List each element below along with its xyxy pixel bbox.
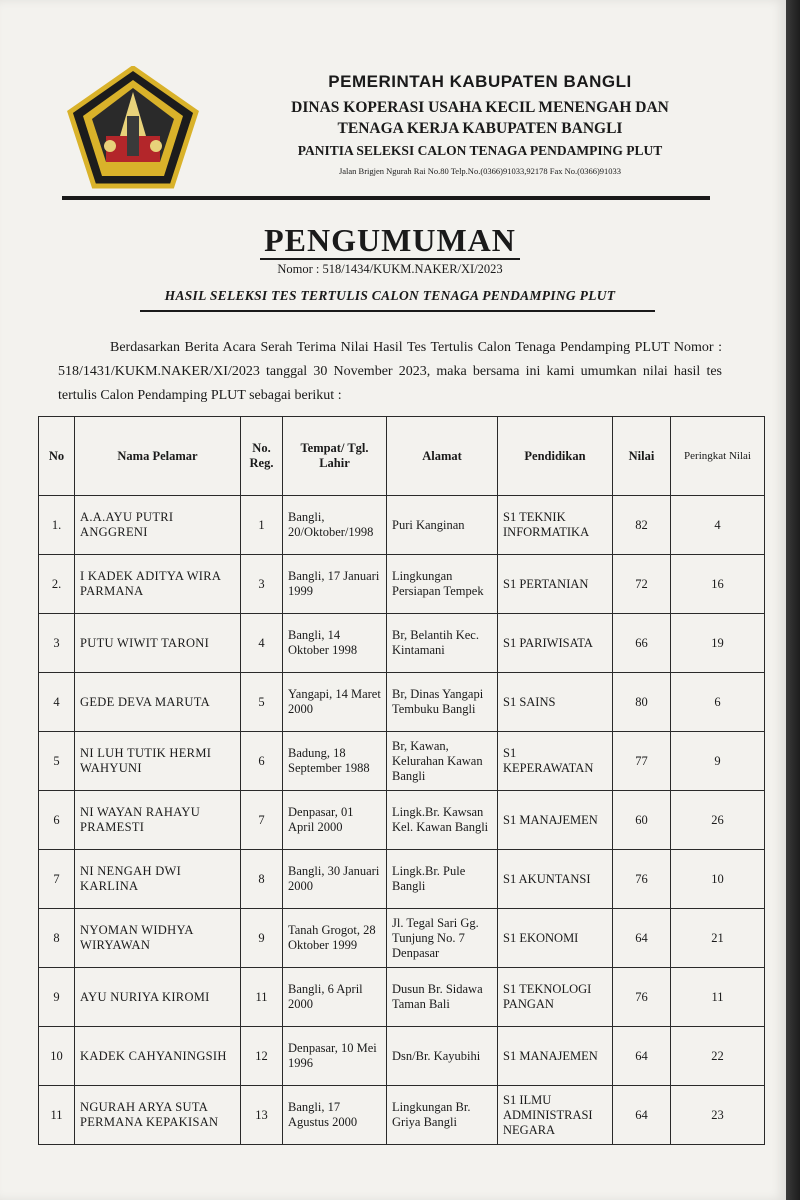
row-no: 1.: [39, 496, 75, 555]
row-ttl: Denpasar, 01 April 2000: [283, 791, 387, 850]
row-nama: GEDE DEVA MARUTA: [75, 673, 241, 732]
row-pendidikan: S1 AKUNTANSI: [498, 850, 613, 909]
table-row: [39, 1027, 765, 1086]
announcement-number: Nomor : 518/1434/KUKM.NAKER/XI/2023: [277, 262, 503, 276]
row-reg: 3: [241, 555, 283, 614]
row-reg: 13: [241, 1086, 283, 1145]
row-ttl: Badung, 18 September 1988: [283, 732, 387, 791]
row-no: 5: [39, 732, 75, 791]
row-alamat: Dusun Br. Sidawa Taman Bali: [387, 968, 498, 1027]
row-reg: 4: [241, 614, 283, 673]
row-nama: A.A.AYU PUTRI ANGGRENI: [75, 496, 241, 555]
row-nilai: 64: [613, 909, 671, 968]
row-pendidikan: S1 TEKNIK INFORMATIKA: [498, 496, 613, 555]
row-pendidikan: S1 SAINS: [498, 673, 613, 732]
subtitle-rule: [140, 310, 655, 312]
row-reg: 7: [241, 791, 283, 850]
table-row: [39, 850, 765, 909]
table-row: [39, 1086, 765, 1145]
row-peringkat: 9: [671, 732, 765, 791]
row-alamat: Lingk.Br. Pule Bangli: [387, 850, 498, 909]
table-row: [39, 791, 765, 850]
table-row: [39, 909, 765, 968]
row-nilai: 77: [613, 732, 671, 791]
row-alamat: Dsn/Br. Kayubihi: [387, 1027, 498, 1086]
header-reg: No. Reg.: [241, 417, 283, 496]
row-ttl: Tanah Grogot, 28 Oktober 1999: [283, 909, 387, 968]
row-reg: 11: [241, 968, 283, 1027]
row-nama: NI LUH TUTIK HERMI WAHYUNI: [75, 732, 241, 791]
row-nama: KADEK CAHYANINGSIH: [75, 1027, 241, 1086]
row-pendidikan: S1 MANAJEMEN: [498, 791, 613, 850]
row-reg: 1: [241, 496, 283, 555]
row-ttl: Bangli, 30 Januari 2000: [283, 850, 387, 909]
row-alamat: Lingk.Br. Kawsan Kel. Kawan Bangli: [387, 791, 498, 850]
row-peringkat: 22: [671, 1027, 765, 1086]
row-reg: 5: [241, 673, 283, 732]
row-pendidikan: S1 KEPERAWATAN: [498, 732, 613, 791]
announcement-title: PENGUMUMAN: [60, 222, 720, 259]
row-alamat: Puri Kanginan: [387, 496, 498, 555]
row-pendidikan: S1 ILMU ADMINISTRASI NEGARA: [498, 1086, 613, 1145]
row-nilai: 64: [613, 1086, 671, 1145]
row-nilai: 82: [613, 496, 671, 555]
row-peringkat: 26: [671, 791, 765, 850]
letterhead-agency-cont: TENAGA KERJA KABUPATEN BANGLI: [337, 120, 623, 137]
row-alamat: Br, Dinas Yangapi Tembuku Bangli: [387, 673, 498, 732]
letterhead-agency: DINAS KOPERASI USAHA KECIL MENENGAH DAN: [291, 99, 669, 116]
row-no: 9: [39, 968, 75, 1027]
row-reg: 9: [241, 909, 283, 968]
row-ttl: Bangli, 14 Oktober 1998: [283, 614, 387, 673]
letterhead-rule: [62, 196, 710, 200]
letterhead-address: Jalan Brigjen Ngurah Rai No.80 Telp.No.(0366)91033,92178 Fax No.(0366)91033: [338, 166, 622, 176]
bangli-regency-emblem-icon: [66, 66, 200, 190]
row-peringkat: 4: [671, 496, 765, 555]
letterhead-government: PEMERINTAH KABUPATEN BANGLI: [328, 72, 632, 91]
row-reg: 6: [241, 732, 283, 791]
row-alamat: Br, Kawan, Kelurahan Kawan Bangli: [387, 732, 498, 791]
table-row: [39, 968, 765, 1027]
header-no: No: [39, 417, 75, 496]
table-row: [39, 732, 765, 791]
intro-paragraph: Berdasarkan Berita Acara Serah Terima Nilai Hasil Tes Tertulis Calon Tenaga Pendamping PLUT Nomor : 518/1431/KUKM.NAKER/XI/2023 tanggal 30 November 2023, maka bersama ini kami umumkan nilai hasil tes tertulis Calon Pendamping PLUT sebagai berikut :: [58, 340, 722, 403]
letterhead-committee: PANITIA SELEKSI CALON TENAGA PENDAMPING PLUT: [297, 143, 663, 158]
row-no: 8: [39, 909, 75, 968]
header-nilai: Nilai: [613, 417, 671, 496]
row-pendidikan: S1 PERTANIAN: [498, 555, 613, 614]
header-nama: Nama Pelamar: [75, 417, 241, 496]
row-alamat: Lingkungan Br. Griya Bangli: [387, 1086, 498, 1145]
row-peringkat: 19: [671, 614, 765, 673]
row-peringkat: 16: [671, 555, 765, 614]
row-alamat: Br, Belantih Kec. Kintamani: [387, 614, 498, 673]
table-row: [39, 614, 765, 673]
row-nilai: 80: [613, 673, 671, 732]
table-header-row: [39, 417, 765, 496]
row-ttl: Bangli, 17 Agustus 2000: [283, 1086, 387, 1145]
row-alamat: Lingkungan Persiapan Tempek: [387, 555, 498, 614]
row-no: 10: [39, 1027, 75, 1086]
row-peringkat: 23: [671, 1086, 765, 1145]
row-no: 2.: [39, 555, 75, 614]
row-ttl: Bangli, 20/Oktober/1998: [283, 496, 387, 555]
row-pendidikan: S1 EKONOMI: [498, 909, 613, 968]
row-nama: NI NENGAH DWI KARLINA: [75, 850, 241, 909]
row-peringkat: 11: [671, 968, 765, 1027]
row-peringkat: 6: [671, 673, 765, 732]
row-peringkat: 21: [671, 909, 765, 968]
row-ttl: Denpasar, 10 Mei 1996: [283, 1027, 387, 1086]
row-pendidikan: S1 MANAJEMEN: [498, 1027, 613, 1086]
row-peringkat: 10: [671, 850, 765, 909]
row-nama: NI WAYAN RAHAYU PRAMESTI: [75, 791, 241, 850]
row-reg: 12: [241, 1027, 283, 1086]
row-pendidikan: S1 TEKNOLOGI PANGAN: [498, 968, 613, 1027]
table-row: [39, 496, 765, 555]
results-table: [38, 416, 765, 1145]
row-ttl: Bangli, 17 Januari 1999: [283, 555, 387, 614]
row-nilai: 72: [613, 555, 671, 614]
row-nilai: 60: [613, 791, 671, 850]
row-pendidikan: S1 PARIWISATA: [498, 614, 613, 673]
table-row: [39, 555, 765, 614]
row-no: 7: [39, 850, 75, 909]
row-no: 11: [39, 1086, 75, 1145]
row-nama: NYOMAN WIDHYA WIRYAWAN: [75, 909, 241, 968]
header-peringkat: Peringkat Nilai: [671, 417, 765, 496]
row-ttl: Yangapi, 14 Maret 2000: [283, 673, 387, 732]
announcement-subtitle: HASIL SELEKSI TES TERTULIS CALON TENAGA PENDAMPING PLUT: [164, 288, 616, 303]
header-pendidikan: Pendidikan: [498, 417, 613, 496]
header-alamat: Alamat: [387, 417, 498, 496]
row-nilai: 76: [613, 968, 671, 1027]
row-no: 4: [39, 673, 75, 732]
row-nilai: 66: [613, 614, 671, 673]
row-no: 6: [39, 791, 75, 850]
row-nama: AYU NURIYA KIROMI: [75, 968, 241, 1027]
row-no: 3: [39, 614, 75, 673]
row-nama: I KADEK ADITYA WIRA PARMANA: [75, 555, 241, 614]
header-ttl: Tempat/ Tgl. Lahir: [283, 417, 387, 496]
letterhead: [220, 72, 740, 176]
background-edge: [786, 0, 800, 1200]
row-nama: NGURAH ARYA SUTA PERMANA KEPAKISAN: [75, 1086, 241, 1145]
row-nama: PUTU WIWIT TARONI: [75, 614, 241, 673]
row-nilai: 64: [613, 1027, 671, 1086]
row-nilai: 76: [613, 850, 671, 909]
row-alamat: Jl. Tegal Sari Gg. Tunjung No. 7 Denpasar: [387, 909, 498, 968]
row-reg: 8: [241, 850, 283, 909]
table-row: [39, 673, 765, 732]
row-ttl: Bangli, 6 April 2000: [283, 968, 387, 1027]
